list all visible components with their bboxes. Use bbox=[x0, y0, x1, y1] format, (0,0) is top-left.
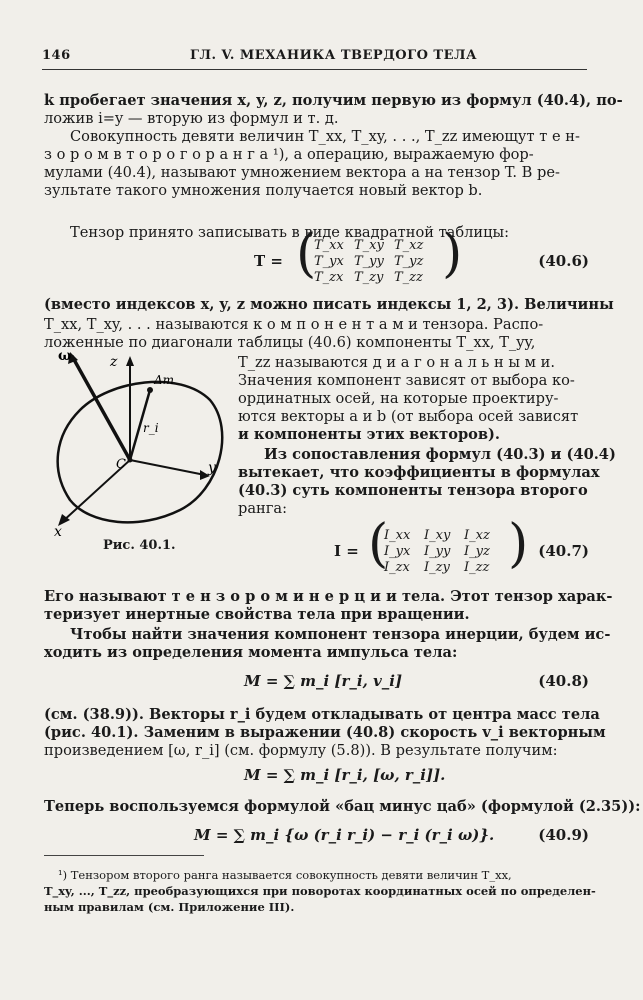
text-line: и компоненты этих векторов). bbox=[238, 426, 501, 443]
text-line: мулами (40.4), называют умножением вектора a на тензор T. В ре- bbox=[44, 164, 560, 181]
y-axis bbox=[130, 460, 205, 475]
y-label: y bbox=[208, 460, 216, 476]
running-header bbox=[42, 48, 587, 68]
matrix-cell: I_yx bbox=[384, 544, 411, 559]
text-line: T_zz называются д и а г о н а л ь н ы м и. bbox=[238, 354, 555, 371]
equation-number: (40.7) bbox=[538, 542, 589, 560]
equation-number: (40.9) bbox=[538, 826, 589, 844]
z-label: z bbox=[110, 354, 118, 370]
matrix-cell: T_yz bbox=[394, 254, 424, 269]
header-rule bbox=[42, 69, 587, 70]
text-line: ходить из определения момента импульса тела: bbox=[44, 644, 458, 661]
text-line: Теперь воспользуемся формулой «бац минус цаб» (формулой (2.35)): bbox=[44, 798, 641, 815]
text-line: (вместо индексов x, y, z можно писать индексы 1, 2, 3). Величины bbox=[44, 296, 614, 313]
footnote-rule bbox=[44, 855, 204, 856]
matrix-cell: T_zx bbox=[314, 270, 344, 285]
text-line: з о р о м в т о р о г о р а н г а ¹), а операцию, выражаемую фор- bbox=[44, 146, 534, 163]
text-line: ординатных осей, на которые проектиру- bbox=[238, 390, 559, 407]
matrix-cell: T_zy bbox=[354, 270, 384, 285]
text-line: Совокупность девяти величин T_xx, T_xy, . . ., T_zz имеющут т е н- bbox=[70, 128, 580, 145]
right-paren: ) bbox=[508, 514, 529, 574]
matrix-cell: T_xz bbox=[394, 238, 424, 253]
inertia-matrix bbox=[384, 528, 494, 576]
text-line: теризует инертные свойства тела при вращении. bbox=[44, 606, 470, 623]
matrix-cell: I_yy bbox=[424, 544, 451, 559]
text-line: Значения компонент зависят от выбора ко- bbox=[238, 372, 575, 389]
equation-40-9 bbox=[44, 826, 589, 850]
text-line: произведением [ω, r_i] (см. формулу (5.8)). В результате получим: bbox=[44, 742, 558, 759]
text-line: (40.3) суть компоненты тензора второго bbox=[238, 482, 588, 499]
z-arrow bbox=[126, 356, 134, 366]
matrix-cell: T_xy bbox=[354, 238, 384, 253]
chapter-title: ГЛ. V. МЕХАНИКА ТВЕРДОГО ТЕЛА bbox=[190, 48, 478, 63]
figure-rigid-body bbox=[40, 350, 240, 540]
right-paren: ) bbox=[442, 224, 463, 284]
footnote-line: ным правилам (см. Приложение III). bbox=[44, 900, 295, 914]
eq-lhs: I = bbox=[334, 542, 359, 560]
text-line: ложив i=y — вторую из формул и т. д. bbox=[44, 110, 339, 127]
equation-40-7 bbox=[44, 514, 589, 582]
matrix-cell: I_zy bbox=[424, 560, 450, 575]
mass-point bbox=[147, 387, 153, 393]
matrix-cell: T_xx bbox=[314, 238, 344, 253]
text-line: k пробегает значения x, y, z, получим первую из формул (40.4), по- bbox=[44, 92, 623, 109]
matrix-cell: I_yz bbox=[464, 544, 490, 559]
text-line: ранга: bbox=[238, 500, 288, 517]
figure-caption: Рис. 40.1. bbox=[103, 538, 176, 553]
matrix-cell: I_xz bbox=[464, 528, 490, 543]
equation-body: M = ∑ m_i [r_i, v_i] bbox=[244, 672, 403, 690]
text-line: ложенные по диагонали таблицы (40.6) компоненты T_xx, T_yy, bbox=[44, 334, 536, 351]
text-line: (см. (38.9)). Векторы r_i будем откладывать от центра масс тела bbox=[44, 706, 600, 723]
equation-number: (40.8) bbox=[538, 672, 589, 690]
matrix-cell: I_xy bbox=[424, 528, 451, 543]
equation-number: (40.6) bbox=[538, 252, 589, 270]
c-label: C bbox=[116, 457, 126, 472]
footnote-line: ¹) Тензором второго ранга называется совокупность девяти величин T_xx, bbox=[58, 868, 512, 882]
text-line: T_xx, T_xy, . . . называются к о м п о н е н т а м и тензора. Распо- bbox=[44, 316, 544, 333]
matrix-cell: I_xx bbox=[384, 528, 411, 543]
text-line: зультате такого умножения получается новый вектор b. bbox=[44, 182, 483, 199]
footnote-line: T_xy, ..., T_zz, преобразующихся при поворотах координатных осей по определен- bbox=[44, 884, 596, 898]
text-line: вытекает, что коэффициенты в формулах bbox=[238, 464, 600, 481]
tensor-matrix bbox=[314, 238, 424, 286]
left-paren: ( bbox=[368, 514, 389, 574]
equation-unnumbered bbox=[44, 766, 589, 790]
equation-body: M = ∑ m_i {ω (r_i r_i) − r_i (r_i ω)}. bbox=[194, 826, 495, 844]
matrix-cell: I_zz bbox=[464, 560, 490, 575]
text-line: Чтобы найти значения компонент тензора инерции, будем ис- bbox=[70, 626, 611, 643]
text-line: Его называют т е н з о р о м и н е р ц и и тела. Этот тензор харак- bbox=[44, 588, 613, 605]
body-outline bbox=[58, 382, 223, 522]
mass-label: Δm bbox=[154, 373, 175, 387]
matrix-cell: T_yy bbox=[354, 254, 384, 269]
r-label: r_i bbox=[143, 421, 159, 435]
page-number: 146 bbox=[42, 48, 71, 63]
text-line: ются векторы a и b (от выбора осей зависят bbox=[238, 408, 579, 425]
x-label: x bbox=[54, 524, 62, 540]
equation-40-6 bbox=[44, 224, 589, 292]
omega-label: ω bbox=[58, 350, 72, 364]
matrix-cell: T_zz bbox=[394, 270, 423, 285]
equation-body: M = ∑ m_i [r_i, [ω, r_i]]. bbox=[244, 766, 446, 784]
eq-lhs: T = bbox=[254, 252, 283, 270]
text-line: Тензор принято записывать в виде квадратной таблицы: bbox=[70, 224, 510, 241]
center-of-mass bbox=[128, 458, 133, 463]
text-line: Из сопоставления формул (40.3) и (40.4) bbox=[264, 446, 616, 463]
matrix-cell: I_zx bbox=[384, 560, 410, 575]
text-line: (рис. 40.1). Заменим в выражении (40.8) скорость v_i векторным bbox=[44, 724, 606, 741]
matrix-cell: T_yx bbox=[314, 254, 344, 269]
equation-40-8 bbox=[44, 672, 589, 696]
left-paren: ( bbox=[296, 224, 317, 284]
